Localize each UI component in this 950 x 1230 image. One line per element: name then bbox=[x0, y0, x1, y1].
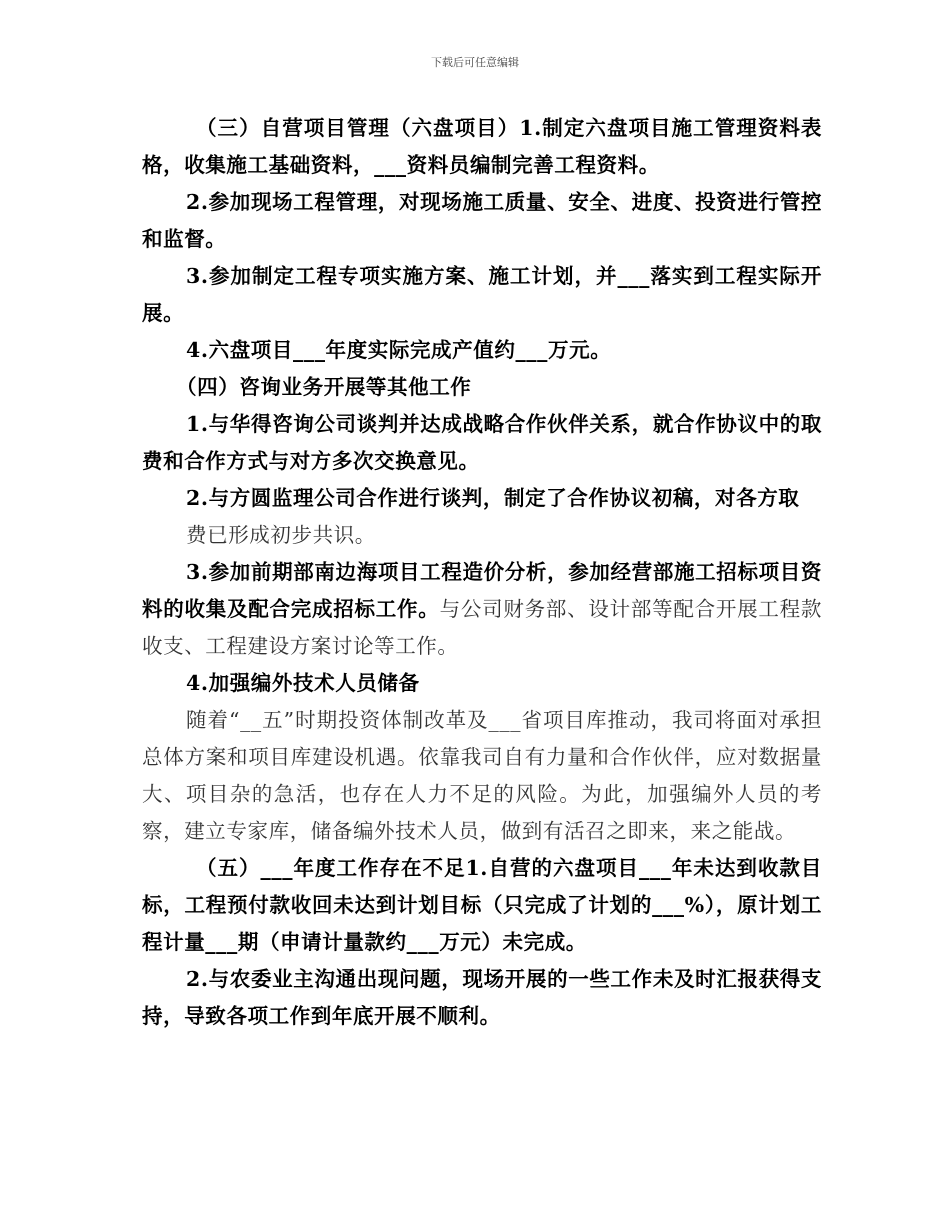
document-body bbox=[142, 110, 822, 1035]
paragraph-section-5: （五）___年度工作存在不足1.自营的六盘项目___年未达到收款目标，工程预付款收回未达到计划目标（只完成了计划的___%），原计划工程计量___期（申请计量款约___万元）未完成。 bbox=[142, 856, 822, 954]
paragraph-4-4: 随着“__五”时期投资体制改革及___省项目库推动，我司将面对承担总体方案和项目库建设机遇。依靠我司自有力量和合作伙伴，应对数据量大、项目杂的急活，也存在人力不足的风险。为此，加强编外人员的考察，建立专家库，储备编外技术人员，做到有活召之即来，来之能战。 bbox=[142, 708, 822, 843]
heading-4-4: 4.加强编外技术人员储备 bbox=[186, 671, 420, 695]
paragraph-section-3: （三）自营项目管理（六盘项目）1.制定六盘项目施工管理资料表格，收集施工基础资料，___资料员编制完善工程资料。 bbox=[142, 116, 822, 177]
paragraph-3-3: 3.参加制定工程专项实施方案、施工计划，并___落实到工程实际开展。 bbox=[142, 264, 822, 325]
paragraph-4-3 bbox=[142, 554, 822, 665]
paragraph-5-2: 2.与农委业主沟通出现问题，现场开展的一些工作未及时汇报获得支持，导致各项工作到年底开展不顺利。 bbox=[142, 967, 822, 1028]
paragraph-4-2-continued: 费已形成初步共识。 bbox=[186, 523, 376, 547]
paragraph-4-2: 2.与方圆监理公司合作进行谈判，制定了合作协议初稿，对各方取 bbox=[186, 486, 800, 510]
paragraph-3-2: 2.参加现场工程管理，对现场施工质量、安全、进度、投资进行管控和监督。 bbox=[142, 190, 822, 251]
paragraph-4-3-light: 与公司财务部、设计部等配合开展工程款收支、工程建设方案讨论等工作。 bbox=[142, 597, 822, 658]
heading-section-4: （四）咨询业务开展等其他工作 bbox=[176, 375, 472, 399]
paragraph-3-4: 4.六盘项目___年度实际完成产值约___万元。 bbox=[186, 338, 612, 362]
page-header-note: 下载后可任意编辑 bbox=[431, 56, 519, 69]
paragraph-4-3-bold: 3.参加前期部南边海项目工程造价分析，参加经营部施工招标项目资料的收集及配合完成招标工作。 bbox=[142, 560, 822, 621]
paragraph-4-1: 1.与华得咨询公司谈判并达成战略合作伙伴关系，就合作协议中的取费和合作方式与对方多次交换意见。 bbox=[142, 412, 822, 473]
